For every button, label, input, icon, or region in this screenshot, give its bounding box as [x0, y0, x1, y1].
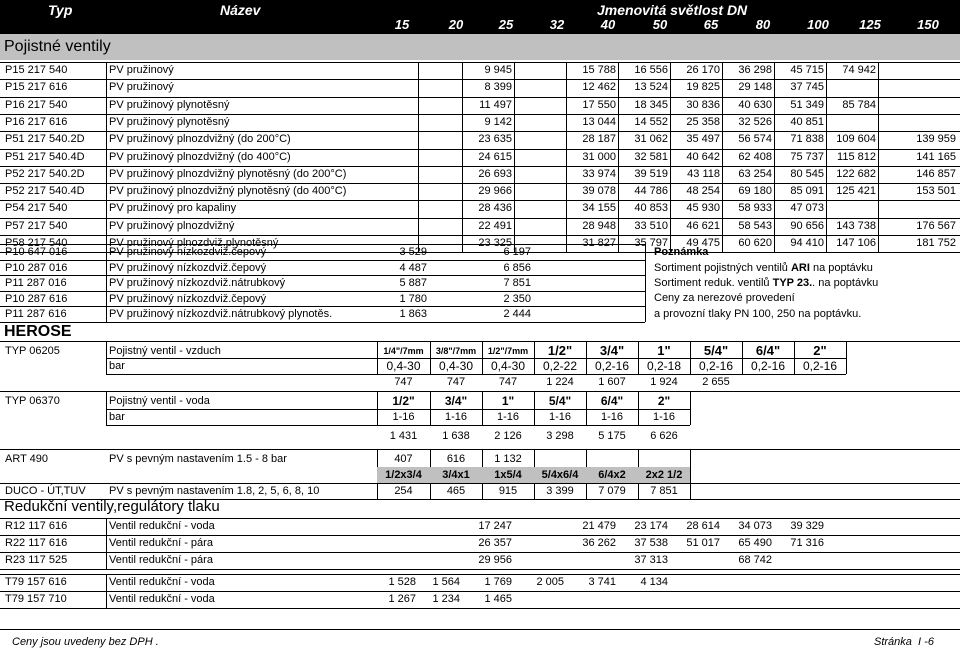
price-dn-25: 29 956: [478, 554, 512, 566]
price-dn-40: 21 479: [582, 520, 616, 532]
h-rule: [0, 341, 960, 342]
nizkozdvizne-row: [0, 244, 960, 260]
size: 1": [501, 394, 515, 408]
item-name: PV pružinový plnozdvižný: [109, 219, 235, 232]
price-dn-100: 75 737: [790, 150, 824, 163]
item-name: PV pružinový nízkozdviž.čepový: [109, 293, 267, 305]
price-dn-150: 139 959: [916, 133, 956, 146]
bar-range: 1-16: [600, 411, 624, 423]
price: 1 924: [650, 376, 678, 388]
price-dn-50: 37 313: [634, 554, 668, 566]
price-dn-25: 1 465: [484, 593, 512, 605]
price-dn-65: 35 497: [686, 133, 720, 146]
item-name: Ventil redukční - voda: [109, 593, 215, 605]
herose-typ1-row: TYP 06205 Pojistný ventil - vzduch: [5, 345, 221, 357]
price: 7 079: [598, 485, 626, 497]
price: 3 298: [546, 430, 574, 442]
redukcni-row: [0, 535, 960, 551]
item-code: P54 217 540: [5, 202, 68, 215]
price-dn-25: 1 769: [484, 576, 512, 588]
item-name: PV pružinový plynotěsný: [109, 115, 230, 128]
price-dn-40: 31 000: [582, 150, 616, 163]
size: 5/4": [703, 343, 729, 358]
price-b: 7 851: [503, 277, 531, 289]
price-dn-50: 40 853: [634, 202, 668, 215]
header-typ: Typ: [48, 2, 73, 18]
price-dn-40: 34 155: [582, 202, 616, 215]
h-rule: [0, 449, 960, 450]
price-dn-25: 29 966: [478, 185, 512, 198]
pojistne-row: [0, 131, 960, 147]
item-code: P16 217 616: [5, 115, 68, 128]
item-code: P52 217 540.2D: [5, 167, 85, 180]
price-dn-40: 36 262: [582, 537, 616, 549]
item-name: PV pružinový nízkozdviž.čepový: [109, 246, 267, 258]
price-dn-150: 176 567: [916, 219, 956, 232]
header-dn-title: Jmenovitá světlost DN: [597, 2, 748, 18]
price-dn-50: 16 556: [634, 64, 668, 76]
price-dn-80: 69 180: [738, 185, 772, 198]
price-dn-100: 40 851: [790, 115, 824, 128]
price-dn-50: 37 538: [634, 537, 668, 549]
pojistne-row: [0, 166, 960, 182]
size: 1/2"/7mm: [487, 346, 529, 356]
bar-range: 1-16: [496, 411, 520, 423]
pojistne-row: [0, 149, 960, 165]
pojistne-row: [0, 218, 960, 234]
art-row: ART 490 PV s pevným nastavením 1.5 - 8 bar: [5, 453, 287, 465]
size: 1": [657, 343, 671, 358]
price-dn-40: 12 462: [582, 81, 616, 94]
size: 3/8"/7mm: [435, 346, 477, 356]
header-dn-15: 15: [394, 17, 410, 32]
item-name: PV pružinový: [109, 81, 174, 94]
price-dn-80: 58 933: [738, 202, 772, 215]
price-dn-80: 63 254: [738, 167, 772, 180]
bar-range: 0,2-22: [542, 359, 578, 373]
item-code: T79 157 710: [5, 593, 67, 605]
price-dn-50: 13 524: [634, 81, 668, 94]
price-dn-80: 58 543: [738, 219, 772, 232]
price-dn-80: 32 526: [738, 115, 772, 128]
section-title-redukcni: Redukční ventily,regulátory tlaku: [4, 498, 220, 515]
price-dn-25: 23 635: [478, 133, 512, 146]
price-dn-80: 68 742: [738, 554, 772, 566]
pojistne-row: [0, 97, 960, 113]
price-dn-50: 39 519: [634, 167, 668, 180]
header-dn-25: 25: [498, 17, 514, 32]
price-dn-65: 30 836: [686, 98, 720, 111]
price-dn-80: 62 408: [738, 150, 772, 163]
size: 6/4": [600, 394, 624, 408]
header-dn-150: 150: [917, 17, 939, 32]
price-dn-25: 8 399: [484, 81, 512, 94]
herose-typ1-bar-row: bar: [109, 360, 125, 372]
price-dn-40: 39 078: [582, 185, 616, 198]
price-dn-80: 36 298: [738, 64, 772, 76]
price-dn-50: 31 062: [634, 133, 668, 146]
price-dn-100: 90 656: [790, 219, 824, 232]
note-title: Poznámka: [654, 246, 709, 258]
bar-range: 0,4-30: [490, 359, 526, 373]
price-dn-32: 2 005: [536, 576, 564, 588]
price-dn-25: 9 945: [484, 64, 512, 76]
price-dn-65: 19 825: [686, 81, 720, 94]
price-dn-25: 23 325: [478, 237, 512, 249]
price-dn-125: 109 604: [836, 133, 876, 146]
price-dn-25: 22 491: [478, 219, 512, 232]
price-dn-25: 11 497: [479, 98, 512, 111]
price-a: 4 487: [399, 262, 427, 274]
price-dn-100: 80 545: [790, 167, 824, 180]
price: 616: [446, 453, 466, 465]
bar-range: 0,4-30: [438, 359, 474, 373]
item-code: P51 217 540.4D: [5, 150, 85, 163]
size: 1/2x3/4: [377, 467, 430, 483]
price-dn-25: 26 693: [478, 167, 512, 180]
price-b: 6 197: [503, 246, 531, 258]
item-name: PV pružinový pro kapaliny: [109, 202, 237, 215]
item-name: PV pružinový plnozdviž.plynotěsný: [109, 237, 279, 249]
price-dn-150: 141 165: [916, 150, 956, 163]
herose-typ2-row: TYP 06370 Pojistný ventil - voda: [5, 395, 210, 407]
duco-row: DUCO - ÚT,TUV PV s pevným nastavením 1.8, 2, 5, 6, 8, 10: [5, 485, 320, 497]
price-dn-65: 49 475: [686, 237, 720, 249]
h-rule: [0, 322, 645, 323]
bar-range: 1-16: [444, 411, 468, 423]
table-header: [0, 0, 960, 34]
redukcni-row: [0, 518, 960, 534]
bar-range: 0,2-16: [802, 359, 838, 373]
price-dn-65: 40 642: [686, 150, 720, 163]
item-name: PV pružinový nízkozdviž.nátrubkový plynotěs.: [109, 308, 333, 320]
size: 3/4": [444, 394, 468, 408]
bar-range: 1-16: [652, 411, 676, 423]
price-dn-50: 44 786: [634, 185, 668, 198]
item-name: PV pružinový plnozdvižný plynotěsný (do 200°C): [109, 167, 347, 180]
footer-page: Stránka I -6: [874, 636, 934, 648]
price-dn-25: 28 436: [478, 202, 512, 215]
price: 1 431: [389, 430, 418, 442]
item-name: Ventil redukční - pára: [109, 554, 213, 566]
price-dn-100: 47 073: [790, 202, 824, 215]
price: 254: [394, 485, 413, 497]
price-dn-40: 31 827: [582, 237, 616, 249]
price-dn-65: 28 614: [686, 520, 720, 532]
price-dn-15: 1 267: [388, 593, 416, 605]
price-dn-125: 85 784: [842, 98, 876, 111]
price: 7 851: [650, 485, 678, 497]
pojistne-row: [0, 114, 960, 130]
price: 1 638: [442, 430, 470, 442]
price: 407: [394, 453, 413, 465]
item-name: Ventil redukční - voda: [109, 520, 215, 532]
header-dn-100: 100: [807, 17, 829, 32]
price: 915: [498, 485, 518, 497]
price-dn-100: 39 329: [790, 520, 824, 532]
price-dn-125: 115 812: [837, 150, 876, 163]
price-dn-100: 85 091: [790, 185, 824, 198]
item-name: PV pružinový plnozdvižný plynotěsný (do 400°C): [109, 185, 347, 198]
note-line-1: Sortiment pojistných ventilů ARI na poptávku: [654, 262, 873, 274]
price-dn-40: 28 187: [582, 133, 616, 146]
price: 2 126: [494, 430, 522, 442]
price-dn-50: 35 797: [634, 237, 668, 249]
h-rule: [0, 608, 960, 609]
herose-typ2-bar-row: bar: [109, 411, 125, 423]
price-dn-40: 15 788: [582, 64, 616, 76]
price-dn-65: 43 118: [687, 167, 720, 180]
price: 3 399: [546, 485, 574, 497]
section-band: [0, 34, 960, 60]
h-rule: [106, 425, 690, 426]
item-code: R12 117 616: [5, 520, 68, 532]
price-dn-40: 33 974: [582, 167, 616, 180]
price-dn-15: 1 528: [388, 576, 416, 588]
h-rule: [0, 569, 960, 570]
item-code: P58 217 540: [5, 237, 68, 249]
price: 1 607: [598, 376, 626, 388]
size: 1/2": [392, 394, 415, 408]
price-dn-80: 60 620: [738, 237, 772, 249]
size: 1/4"/7mm: [383, 346, 424, 356]
size: 6/4": [755, 343, 781, 358]
item-name: Ventil redukční - pára: [109, 537, 213, 549]
price-dn-100: 37 745: [790, 81, 824, 94]
price-dn-80: 56 574: [738, 133, 772, 146]
item-code: P16 217 540: [5, 98, 68, 111]
price-a: 1 863: [399, 308, 427, 320]
section-title-pojistne: Pojistné ventily: [4, 38, 111, 55]
header-dn-65: 65: [703, 17, 719, 32]
header-dn-125: 125: [859, 17, 881, 32]
item-code: P52 217 540.4D: [5, 185, 85, 198]
h-rule: [0, 629, 960, 630]
size: 6/4x2: [586, 467, 638, 483]
price-dn-150: 181 752: [916, 237, 956, 249]
bar-range: 1-16: [548, 411, 572, 423]
price-dn-80: 40 630: [738, 98, 772, 111]
price-dn-100: 45 715: [790, 64, 824, 76]
price-dn-25: 26 357: [478, 537, 512, 549]
price-dn-25: 24 615: [478, 150, 512, 163]
price-dn-150: 153 501: [916, 185, 956, 198]
item-code: P15 217 616: [5, 81, 68, 94]
pojistne-row: [0, 79, 960, 95]
size: 2x2 1/2: [638, 467, 690, 483]
price-dn-80: 34 073: [738, 520, 772, 532]
price-dn-65: 48 254: [686, 185, 720, 198]
price: 747: [498, 376, 518, 388]
price-a: 5 887: [399, 277, 427, 289]
item-name: PV pružinový plnozdvižný (do 200°C): [109, 133, 291, 146]
size: 5/4x6/4: [534, 467, 586, 483]
header-dn-20: 20: [448, 17, 464, 32]
price-dn-50: 4 134: [640, 576, 668, 588]
item-code: T79 157 616: [5, 576, 67, 588]
price-dn-65: 51 017: [686, 537, 720, 549]
price-dn-125: 122 682: [836, 167, 876, 180]
price-a: 1 780: [399, 293, 427, 305]
price-dn-65: 26 170: [686, 64, 720, 76]
item-name: Ventil redukční - voda: [109, 576, 215, 588]
item-name: PV pružinový plynotěsný: [109, 98, 230, 111]
header-nazev: Název: [220, 2, 261, 18]
price-dn-125: 147 106: [836, 237, 876, 249]
section-title-herose: HEROSE: [4, 323, 72, 340]
price: 747: [446, 376, 466, 388]
item-code: P57 217 540: [5, 219, 68, 232]
size: 1x5/4: [482, 467, 534, 483]
item-name: PV pružinový: [109, 64, 174, 76]
price-a: 3 529: [399, 246, 427, 258]
header-dn-40: 40: [600, 17, 616, 32]
bar-range: 0,2-16: [594, 359, 630, 373]
size: 5/4": [548, 394, 572, 408]
price-dn-100: 94 410: [790, 237, 824, 249]
nizkozdvizne-row: [0, 291, 960, 307]
price-dn-50: 18 345: [634, 98, 668, 111]
item-name: PV pružinový plnozdvižný (do 400°C): [109, 150, 291, 163]
price-dn-40: 28 948: [582, 219, 616, 232]
price-dn-50: 14 552: [634, 115, 668, 128]
note-line-4: a provozní tlaky PN 100, 250 na poptávku.: [654, 308, 862, 320]
size: 1/2": [547, 343, 573, 358]
price-dn-40: 13 044: [582, 115, 616, 128]
price-dn-50: 23 174: [634, 520, 668, 532]
price-dn-65: 45 930: [686, 202, 720, 215]
bar-range: 0,2-16: [698, 359, 734, 373]
price-dn-25: 9 142: [484, 115, 512, 128]
h-rule: [0, 391, 960, 392]
redukcni-row: [0, 552, 960, 568]
footer-note: Ceny jsou uvedeny bez DPH .: [12, 636, 159, 648]
price-dn-125: 143 738: [836, 219, 876, 232]
header-dn-50: 50: [652, 17, 668, 32]
size: 2": [657, 394, 671, 408]
item-code: P10 287 016: [5, 262, 68, 274]
item-code: P11 287 016: [5, 277, 67, 289]
price: 6 626: [650, 430, 678, 442]
item-code: R22 117 616: [5, 537, 68, 549]
price-dn-20: 1 234: [432, 593, 460, 605]
price-dn-125: 74 942: [842, 64, 876, 76]
note-line-2: Sortiment reduk. ventilů TYP 23.. na poptávku: [654, 277, 879, 289]
pojistne-row: [0, 200, 960, 216]
price: 1 224: [546, 376, 574, 388]
price-dn-25: 17 247: [478, 520, 512, 532]
price: 2 655: [702, 376, 730, 388]
price-dn-40: 3 741: [588, 576, 616, 588]
price: 747: [394, 376, 413, 388]
price: 1 132: [494, 453, 522, 465]
item-name: PV pružinový nízkozdviž.nátrubkový: [109, 277, 286, 289]
size: 3/4": [599, 343, 625, 358]
price: 5 175: [598, 430, 626, 442]
price-dn-40: 17 550: [582, 98, 616, 111]
bar-range: 0,2-18: [646, 359, 682, 373]
item-code: P10 287 616: [5, 293, 68, 305]
price-dn-50: 32 581: [634, 150, 668, 163]
price-b: 2 444: [503, 308, 531, 320]
price-dn-50: 33 510: [634, 219, 668, 232]
price-dn-65: 46 621: [686, 219, 720, 232]
price: 465: [446, 485, 466, 497]
note-line-3: Ceny za nerezové provedení: [654, 292, 795, 304]
price-dn-100: 71 316: [790, 537, 824, 549]
price-dn-100: 71 838: [790, 133, 824, 146]
item-name: PV pružinový nízkozdviž.čepový: [109, 262, 267, 274]
price-b: 2 350: [503, 293, 531, 305]
item-code: P10 647 016: [5, 246, 68, 258]
pojistne-row: [0, 183, 960, 199]
bar-range: 0,2-16: [750, 359, 786, 373]
price-dn-150: 146 857: [916, 167, 956, 180]
price-dn-80: 29 148: [738, 81, 772, 94]
redukcni-t79-row: [0, 574, 960, 590]
price-dn-80: 65 490: [738, 537, 772, 549]
bar-range: 0,4-30: [386, 359, 421, 373]
bar-range: 1-16: [392, 411, 415, 423]
item-code: P51 217 540.2D: [5, 133, 85, 146]
price-dn-125: 125 421: [836, 185, 876, 198]
header-dn-80: 80: [755, 17, 771, 32]
pojistne-row: [0, 62, 960, 78]
price-dn-20: 1 564: [432, 576, 460, 588]
price-dn-100: 51 349: [790, 98, 824, 111]
item-code: R23 117 525: [5, 554, 68, 566]
redukcni-t79-row: [0, 591, 960, 607]
price-dn-65: 25 358: [686, 115, 720, 128]
item-code: P11 287 616: [5, 308, 67, 320]
item-code: P15 217 540: [5, 64, 68, 76]
size: 2": [813, 343, 827, 358]
price-b: 6 856: [503, 262, 531, 274]
header-dn-32: 32: [549, 17, 565, 32]
size: 3/4x1: [430, 467, 482, 483]
